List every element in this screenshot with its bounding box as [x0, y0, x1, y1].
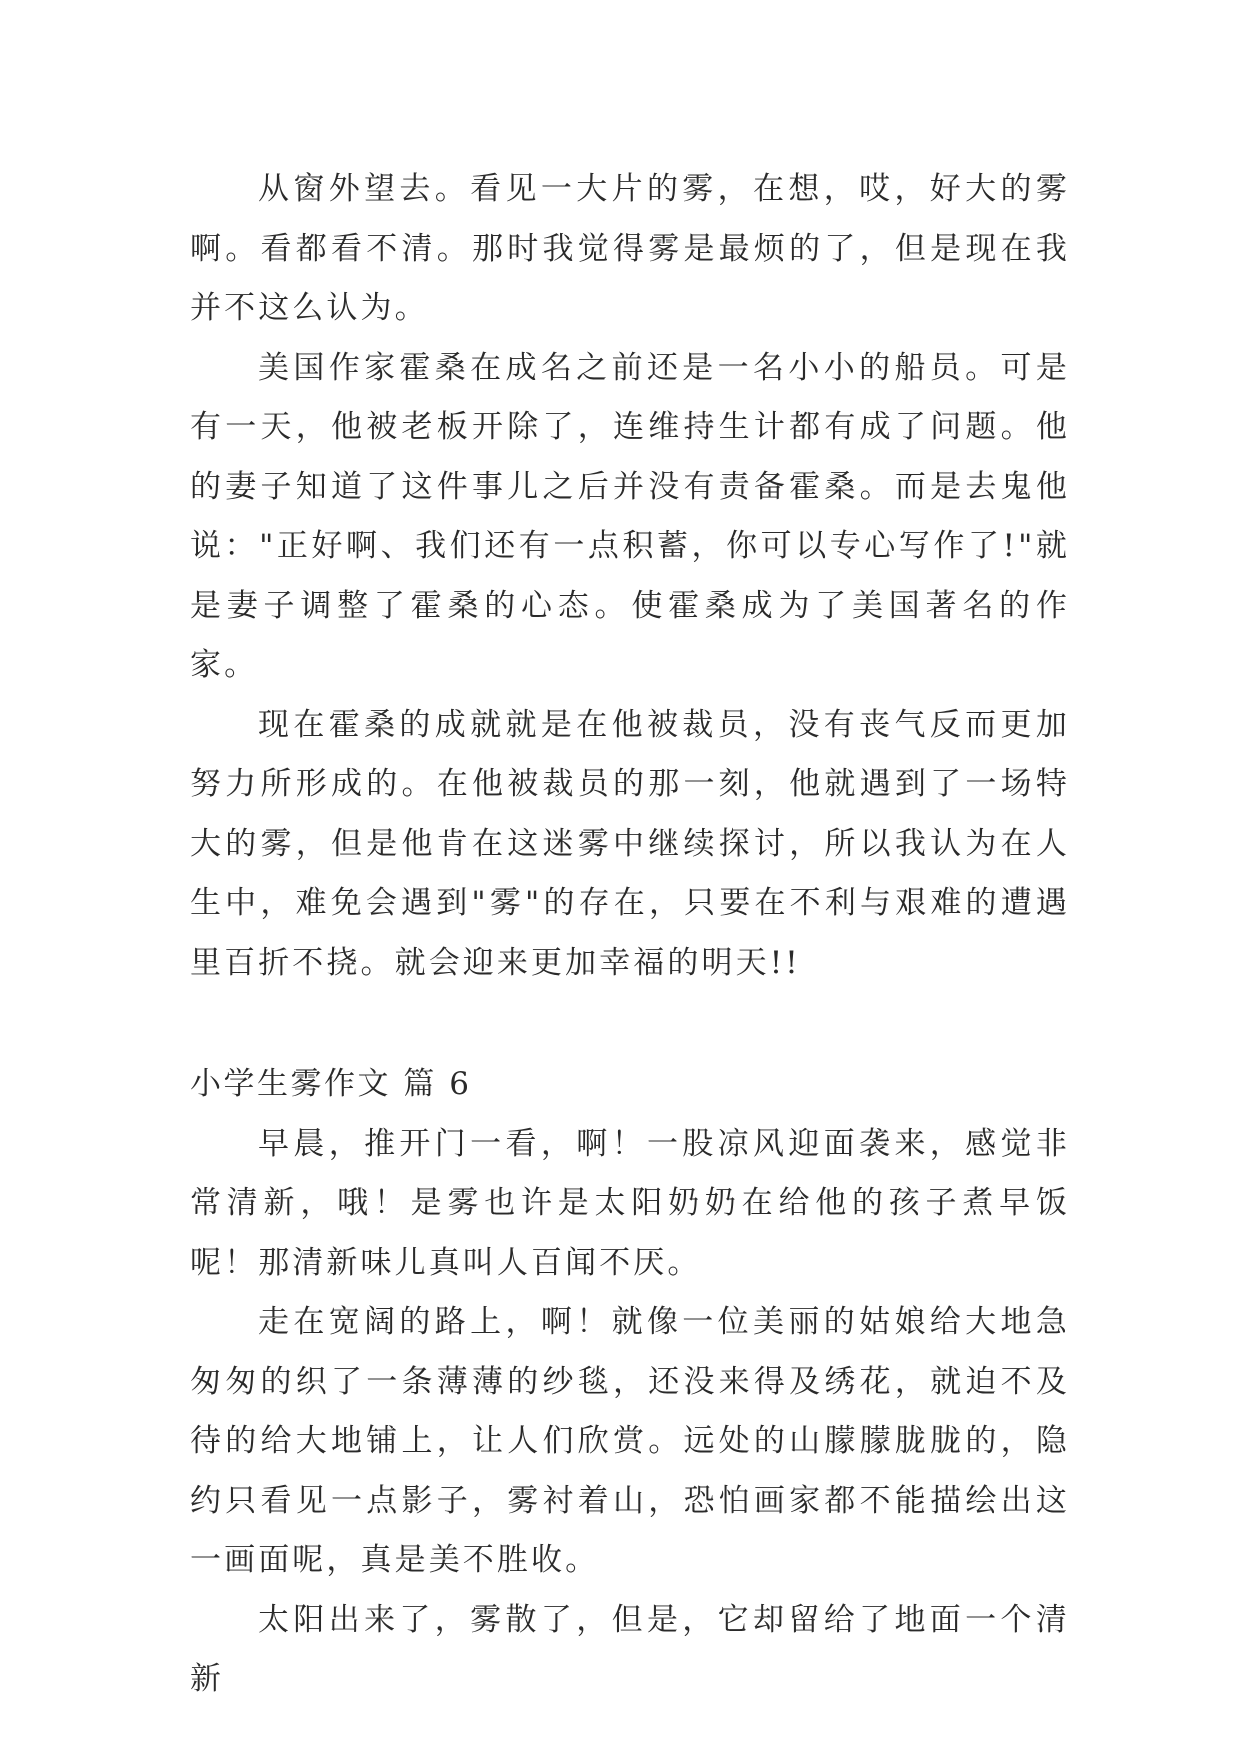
paragraph: 从窗外望去。看见一大片的雾，在想，哎，好大的雾啊。看都看不清。那时我觉得雾是最烦的了，但是现在我并不这么认为。 — [190, 171, 1070, 326]
paragraph: 太阳出来了，雾散了，但是，它却留给了地面一个清新 — [190, 1601, 1070, 1697]
paragraph: 美国作家霍桑在成名之前还是一名小小的船员。可是有一天，他被老板开除了，连维持生计都有成了问题。他的妻子知道了这件事儿之后并没有责备霍桑。而是去鬼他说："正好啊、我们还有一点积蓄，你可以专心写作了!"就是妻子调整了霍桑的心态。使霍桑成为了美国著名的作家。 — [190, 349, 1070, 683]
paragraph: 走在宽阔的路上，啊！就像一位美丽的姑娘给大地急匆匆的织了一条薄薄的纱毯，还没来得及绣花，就迫不及待的给大地铺上，让人们欣赏。远处的山朦朦胧胧的，隐约只看见一点影子，雾衬着山，恐怕画家都不能描绘出这一画面呢，真是美不胜收。 — [190, 1304, 1070, 1578]
paragraph: 现在霍桑的成就就是在他被裁员，没有丧气反而更加努力所形成的。在他被裁员的那一刻，他就遇到了一场特大的雾，但是他肯在这迷雾中继续探讨，所以我认为在人生中，难免会遇到"雾"的存在，只要在不利与艰难的遭遇里百折不挠。就会迎来更加幸福的明天!! — [190, 706, 1070, 981]
essay-heading: 小学生雾作文 篇 6 — [190, 1066, 472, 1102]
paragraph: 早晨，推开门一看，啊！一股凉风迎面袭来，感觉非常清新，哦！是雾也许是太阳奶奶在给他的孩子煮早饭呢！那清新味儿真叫人百闻不厌。 — [190, 1125, 1070, 1281]
document-body — [190, 160, 1070, 1710]
